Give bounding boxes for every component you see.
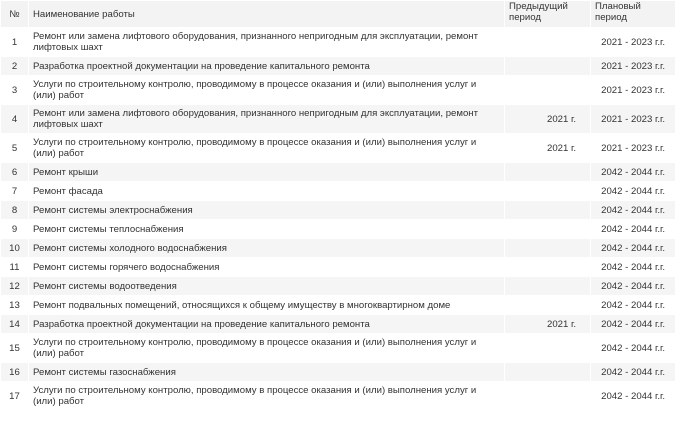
table-row [1, 277, 675, 296]
table-row [1, 258, 675, 277]
table-row [1, 315, 675, 334]
row-num: 16 [1, 363, 29, 382]
row-plan-period: 2021 - 2023 г.г. [591, 57, 675, 76]
header-num: № [1, 1, 29, 28]
table-row [1, 363, 675, 382]
row-plan-period: 2042 - 2044 г.г. [591, 315, 675, 334]
row-name: Ремонт системы газоснабжения [29, 363, 505, 382]
row-name: Услуги по строительному контролю, проводимому в процессе оказания и (или) выполнения услуг и (или) работ [29, 382, 505, 411]
row-plan-period: 2042 - 2044 г.г. [591, 201, 675, 220]
row-plan-period: 2042 - 2044 г.г. [591, 334, 675, 363]
row-name: Ремонт системы теплоснабжения [29, 220, 505, 239]
row-num: 9 [1, 220, 29, 239]
row-prev-period [505, 382, 591, 411]
row-plan-period: 2042 - 2044 г.г. [591, 239, 675, 258]
row-prev-period [505, 277, 591, 296]
row-prev-period [505, 57, 591, 76]
row-plan-period: 2021 - 2023 г.г. [591, 28, 675, 57]
row-name: Ремонт или замена лифтового оборудования, признанного непригодным для эксплуатации, ремонт лифтовых шахт [29, 105, 505, 134]
row-prev-period [505, 258, 591, 277]
row-num: 2 [1, 57, 29, 76]
row-num: 14 [1, 315, 29, 334]
row-prev-period [505, 28, 591, 57]
header-plan-period: Плановый период [591, 1, 675, 28]
table-row [1, 239, 675, 258]
table-row [1, 182, 675, 201]
table-body [1, 28, 675, 411]
row-plan-period: 2042 - 2044 г.г. [591, 163, 675, 182]
table-row [1, 57, 675, 76]
row-prev-period: 2021 г. [505, 134, 591, 163]
row-name: Ремонт крыши [29, 163, 505, 182]
row-prev-period [505, 220, 591, 239]
row-plan-period: 2042 - 2044 г.г. [591, 182, 675, 201]
table-row [1, 220, 675, 239]
row-name: Ремонт системы водоотведения [29, 277, 505, 296]
row-num: 3 [1, 76, 29, 105]
row-num: 11 [1, 258, 29, 277]
row-num: 1 [1, 28, 29, 57]
row-prev-period [505, 363, 591, 382]
row-prev-period [505, 201, 591, 220]
row-name: Услуги по строительному контролю, проводимому в процессе оказания и (или) выполнения услуг и (или) работ [29, 76, 505, 105]
row-name: Ремонт или замена лифтового оборудования, признанного непригодным для эксплуатации, ремонт лифтовых шахт [29, 28, 505, 57]
table-row [1, 28, 675, 57]
row-name: Ремонт подвальных помещений, относящихся к общему имуществу в многоквартирном доме [29, 296, 505, 315]
row-prev-period [505, 163, 591, 182]
row-num: 4 [1, 105, 29, 134]
row-plan-period: 2042 - 2044 г.г. [591, 220, 675, 239]
table-row [1, 105, 675, 134]
row-name: Разработка проектной документации на проведение капитального ремонта [29, 57, 505, 76]
row-num: 17 [1, 382, 29, 411]
table-row [1, 296, 675, 315]
row-prev-period [505, 296, 591, 315]
row-name: Ремонт системы электроснабжения [29, 201, 505, 220]
row-prev-period: 2021 г. [505, 315, 591, 334]
row-prev-period [505, 182, 591, 201]
row-num: 6 [1, 163, 29, 182]
table-row [1, 76, 675, 105]
row-name: Услуги по строительному контролю, проводимому в процессе оказания и (или) выполнения услуг и (или) работ [29, 334, 505, 363]
header-name: Наименование работы [29, 1, 505, 28]
row-name: Ремонт системы горячего водоснабжения [29, 258, 505, 277]
row-plan-period: 2042 - 2044 г.г. [591, 382, 675, 411]
row-plan-period: 2042 - 2044 г.г. [591, 296, 675, 315]
table-header-row [1, 1, 675, 28]
row-num: 13 [1, 296, 29, 315]
row-plan-period: 2042 - 2044 г.г. [591, 363, 675, 382]
row-name: Разработка проектной документации на проведение капитального ремонта [29, 315, 505, 334]
row-num: 5 [1, 134, 29, 163]
row-num: 15 [1, 334, 29, 363]
row-prev-period [505, 239, 591, 258]
table-row [1, 134, 675, 163]
table-row [1, 163, 675, 182]
row-plan-period: 2042 - 2044 г.г. [591, 258, 675, 277]
row-prev-period: 2021 г. [505, 105, 591, 134]
row-name: Ремонт системы холодного водоснабжения [29, 239, 505, 258]
row-plan-period: 2021 - 2023 г.г. [591, 105, 675, 134]
header-prev-period: Предыдущий период [505, 1, 591, 28]
table-row [1, 201, 675, 220]
table-row [1, 334, 675, 363]
row-plan-period: 2042 - 2044 г.г. [591, 277, 675, 296]
row-prev-period [505, 334, 591, 363]
row-num: 12 [1, 277, 29, 296]
row-num: 10 [1, 239, 29, 258]
row-plan-period: 2021 - 2023 г.г. [591, 134, 675, 163]
row-num: 8 [1, 201, 29, 220]
row-name: Услуги по строительному контролю, проводимому в процессе оказания и (или) выполнения услуг и (или) работ [29, 134, 505, 163]
row-name: Ремонт фасада [29, 182, 505, 201]
row-plan-period: 2021 - 2023 г.г. [591, 76, 675, 105]
row-num: 7 [1, 182, 29, 201]
table-row [1, 382, 675, 411]
row-prev-period [505, 76, 591, 105]
